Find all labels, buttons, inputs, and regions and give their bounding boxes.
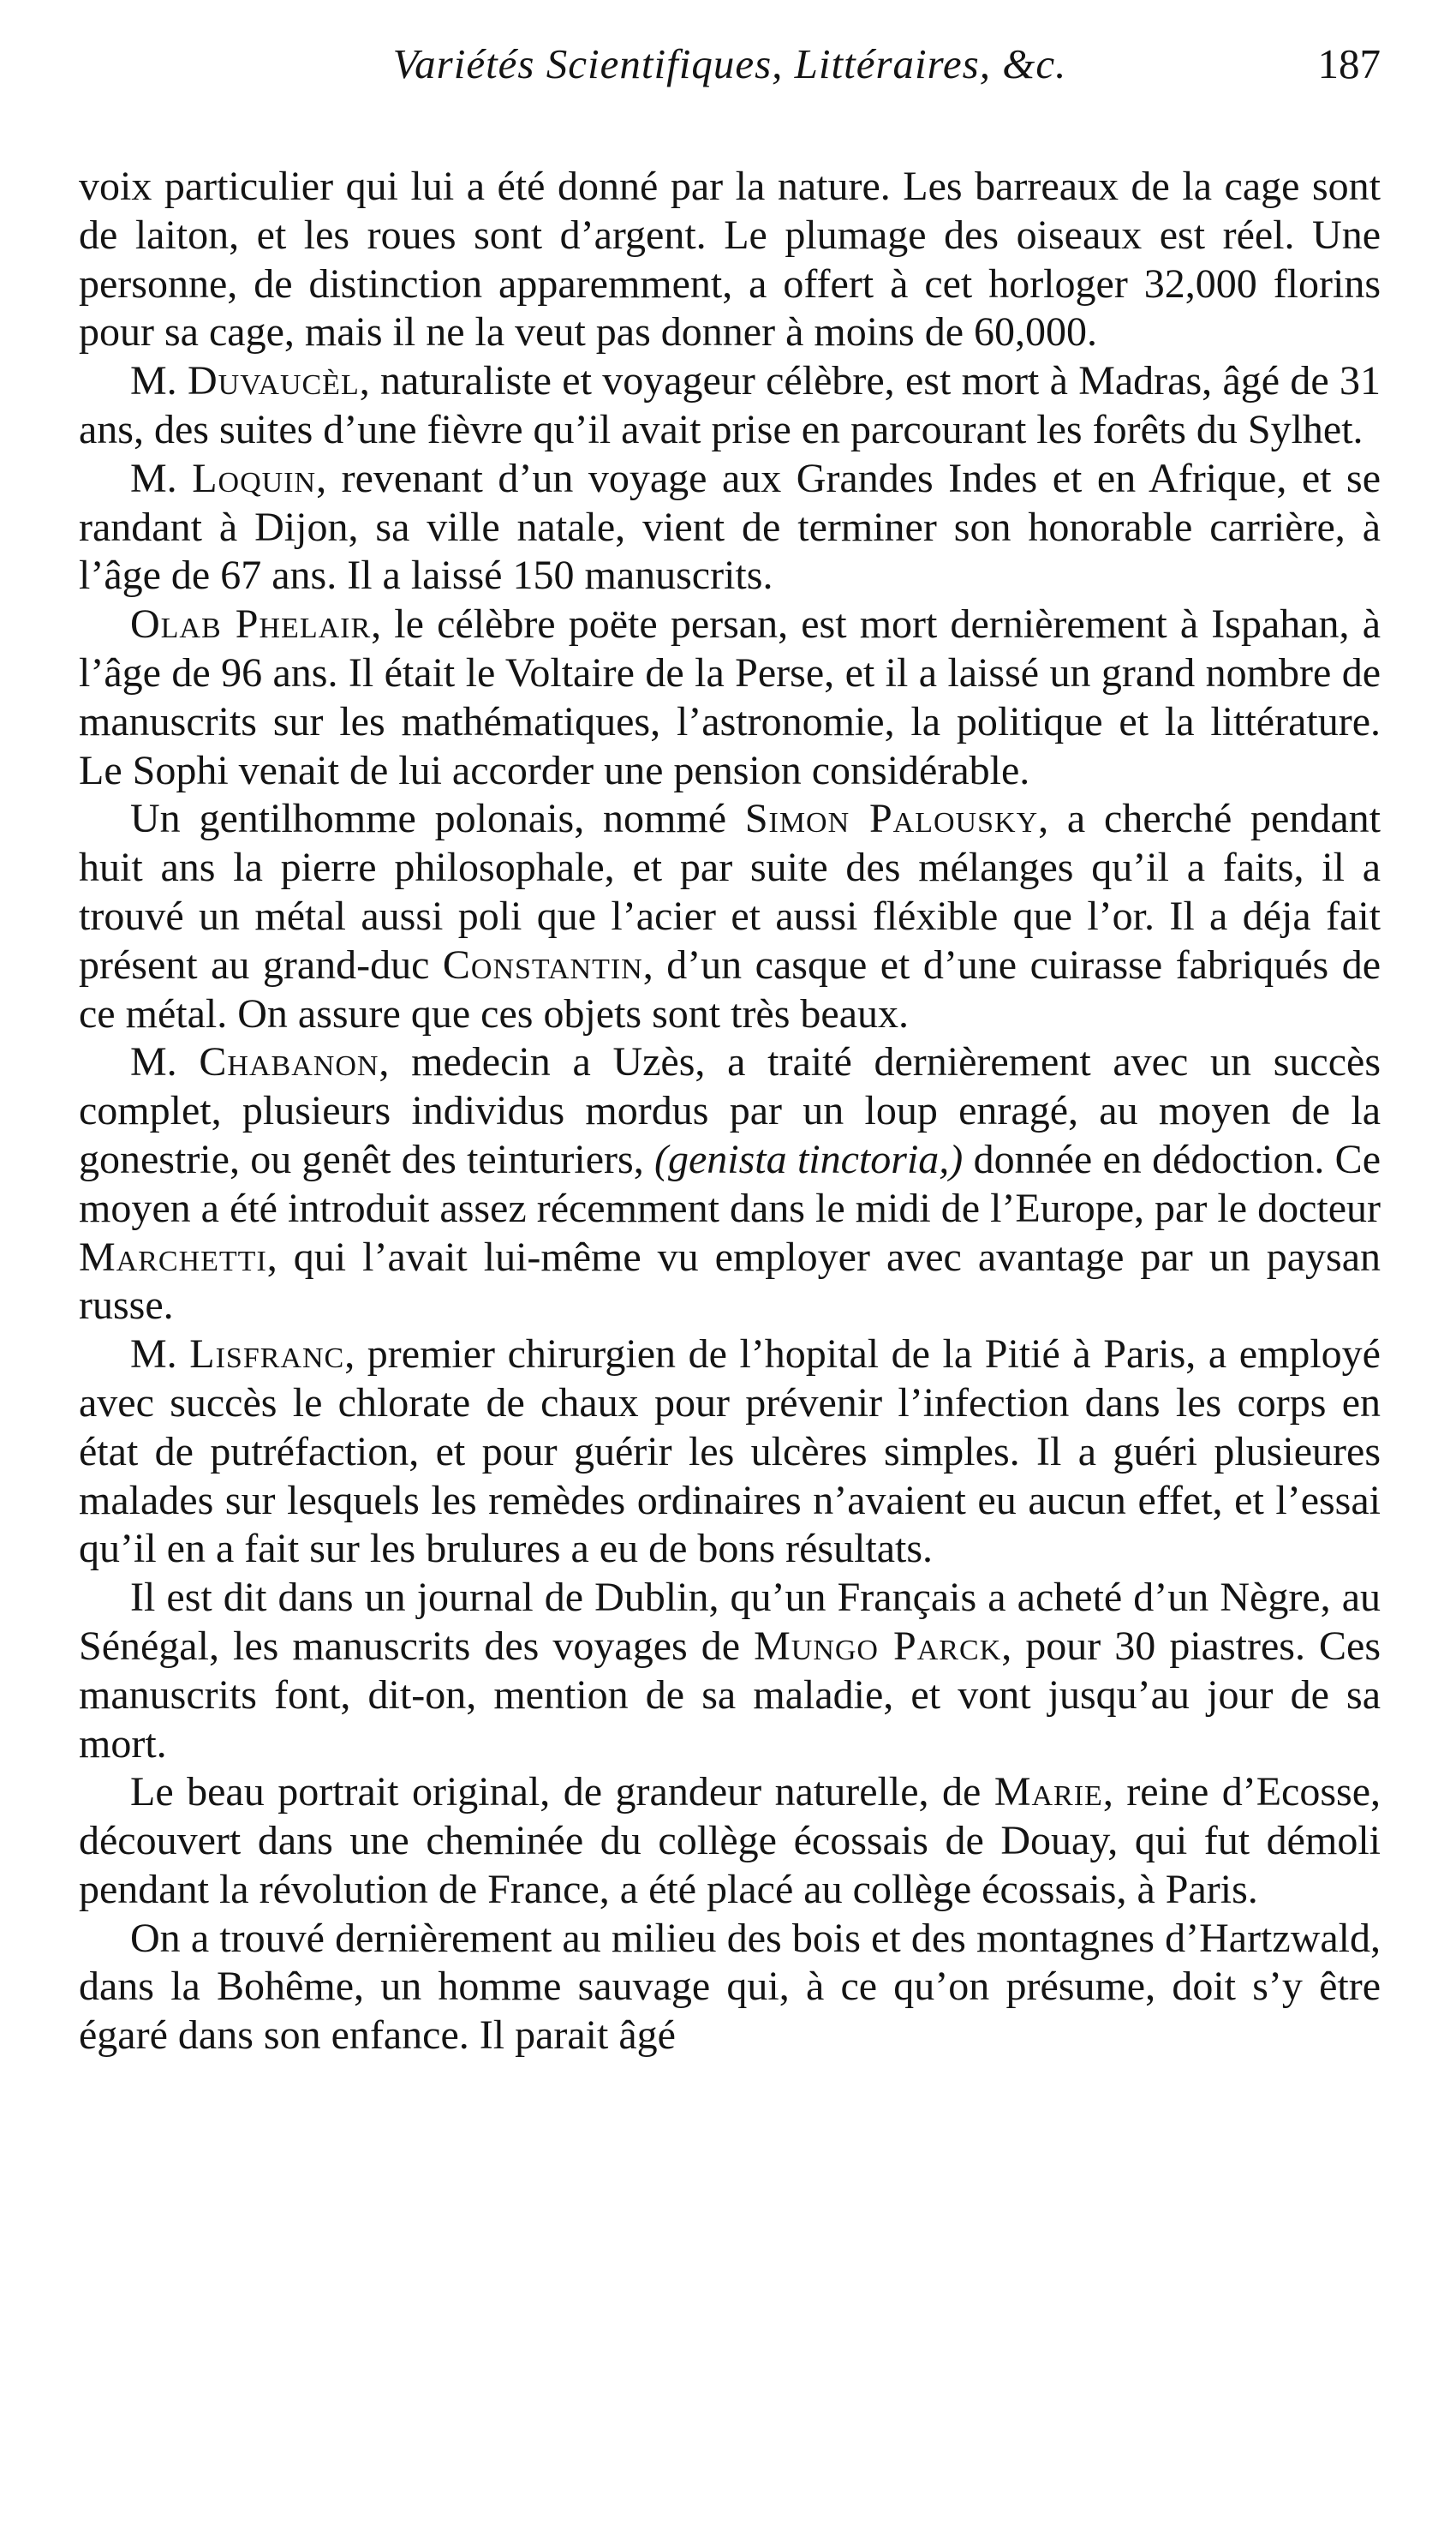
text-run: voix particulier qui lui a été donné par la nature. Les barreaux de la cage sont de laiton, et les roues sont d’argent. Le plumage des oiseaux est réel. Une personne, de distinction apparemment, a offert à cet horloger 32,000 florins pour sa cage, mais il ne la veut pas donner à moins de 60,000. xyxy=(79,164,1381,356)
proper-name: Mungo Parck xyxy=(754,1623,1002,1669)
proper-name: Loquin xyxy=(192,455,317,501)
text-run: , reine d’Ecosse, découvert dans une cheminée du collège écossais de Douay, qui fut démoli pendant la révolution de France, a été placé au collège écossais, à Paris. xyxy=(79,1769,1381,1912)
text-run: M. xyxy=(130,455,193,501)
proper-name: Marchetti xyxy=(79,1234,267,1280)
proper-name: Constantin xyxy=(442,942,643,988)
paragraph xyxy=(79,1330,1381,1574)
paragraph xyxy=(79,455,1381,601)
text-run: M. xyxy=(130,1331,190,1378)
proper-name: Marie xyxy=(994,1769,1103,1815)
proper-name: Chabanon xyxy=(199,1039,379,1085)
proper-name: Simon Palousky xyxy=(744,796,1039,842)
text-run: Il est dit dans un journal de Dublin, qu’un Français a acheté d’un Nègre, au Sénégal, les manuscrits des voyages de xyxy=(79,1575,1381,1669)
paragraph xyxy=(79,357,1381,455)
text-run: , revenant d’un voyage aux Grandes Indes et en Afrique, et se randant à Dijon, sa ville natale, vient de terminer son honorable carrière, à l’âge de 67 ans. Il a laissé 150 manuscrits. xyxy=(79,455,1381,599)
running-title: Variétés Scientifiques, Littéraires, &c. xyxy=(392,40,1067,87)
text-run: Un gentilhomme polonais, nommé xyxy=(130,796,745,842)
text-run: donnée en dédoction. Ce moyen a été introduit assez récemment dans le midi de l’Europe, par le docteur xyxy=(79,1136,1381,1231)
text-run: On a trouvé dernièrement au milieu des bois et des montagnes d’Hartzwald, dans la Bohême, un homme sauvage qui, à ce qu’on présume, doit s’y être égaré dans son enfance. Il parait âgé xyxy=(79,1915,1381,2059)
proper-name: Duvaucèl xyxy=(188,358,360,404)
running-head xyxy=(79,34,1381,94)
text-run: , premier chirurgien de l’hopital de la Pitié à Paris, a employé avec succès le chlorate de chaux pour prévenir l’infection dans les corps en état de putréfaction, et pour guérir les ulcères simples. Il a guéri plusieures malades sur lesquels les remèdes ordinaires n’avaient eu aucun effet, et l’essai qu’il en a fait sur les brulures a eu de bons résultats. xyxy=(79,1331,1381,1572)
book-page xyxy=(79,34,1381,2502)
paragraph xyxy=(79,601,1381,795)
text-run: , le célèbre poëte persan, est mort dernièrement à Ispahan, à l’âge de 96 ans. Il était le Voltaire de la Perse, et il a laissé un grand nombre de manuscrits sur les mathématiques, l’astronomie, la politique et la littérature. Le Sophi venait de lui accorder une pension considérable. xyxy=(79,601,1381,793)
text-run: , a cherché pendant huit ans la pierre philosophale, et par suite des mélanges qu’il a faits, il a trouvé un métal aussi poli que l’acier et aussi fléxible que l’or. Il a déja fait présent au grand-duc xyxy=(79,796,1381,988)
paragraph xyxy=(79,1915,1381,2060)
proper-name: Olab Phelair xyxy=(130,601,372,648)
paragraph xyxy=(79,795,1381,1038)
text-run: M. xyxy=(130,358,188,404)
paragraph xyxy=(79,1574,1381,1768)
proper-name: Lisfranc xyxy=(189,1331,345,1378)
text-run: , naturaliste et voyageur célèbre, est mort à Madras, âgé de 31 ans, des suites d’une fièvre qu’il avait prise en parcourant les forêts du Sylhet. xyxy=(79,358,1381,452)
text-run: Le beau portrait original, de grandeur naturelle, de xyxy=(130,1769,994,1815)
text-run: , qui l’avait lui-même vu employer avec avantage par un paysan russe. xyxy=(79,1234,1381,1329)
text-run: , medecin a Uzès, a traité dernièrement avec un succès complet, plusieurs individus mordus par un loup enragé, au moyen de la gonestrie, ou genêt des teinturiers, xyxy=(79,1039,1381,1182)
text-run: , d’un casque et d’une cuirasse fabriqués de ce métal. On assure que ces objets sont très beaux. xyxy=(79,942,1381,1037)
paragraph xyxy=(79,1038,1381,1330)
paragraph xyxy=(79,163,1381,357)
page-number: 187 xyxy=(1317,40,1381,87)
italic-text: (genista tinctoria,) xyxy=(654,1136,964,1182)
body-text xyxy=(79,163,1381,2060)
text-run: , pour 30 piastres. Ces manuscrits font, dit-on, mention de sa maladie, et vont jusqu’au jour de sa mort. xyxy=(79,1623,1381,1767)
paragraph xyxy=(79,1768,1381,1914)
text-run: M. xyxy=(130,1039,200,1085)
